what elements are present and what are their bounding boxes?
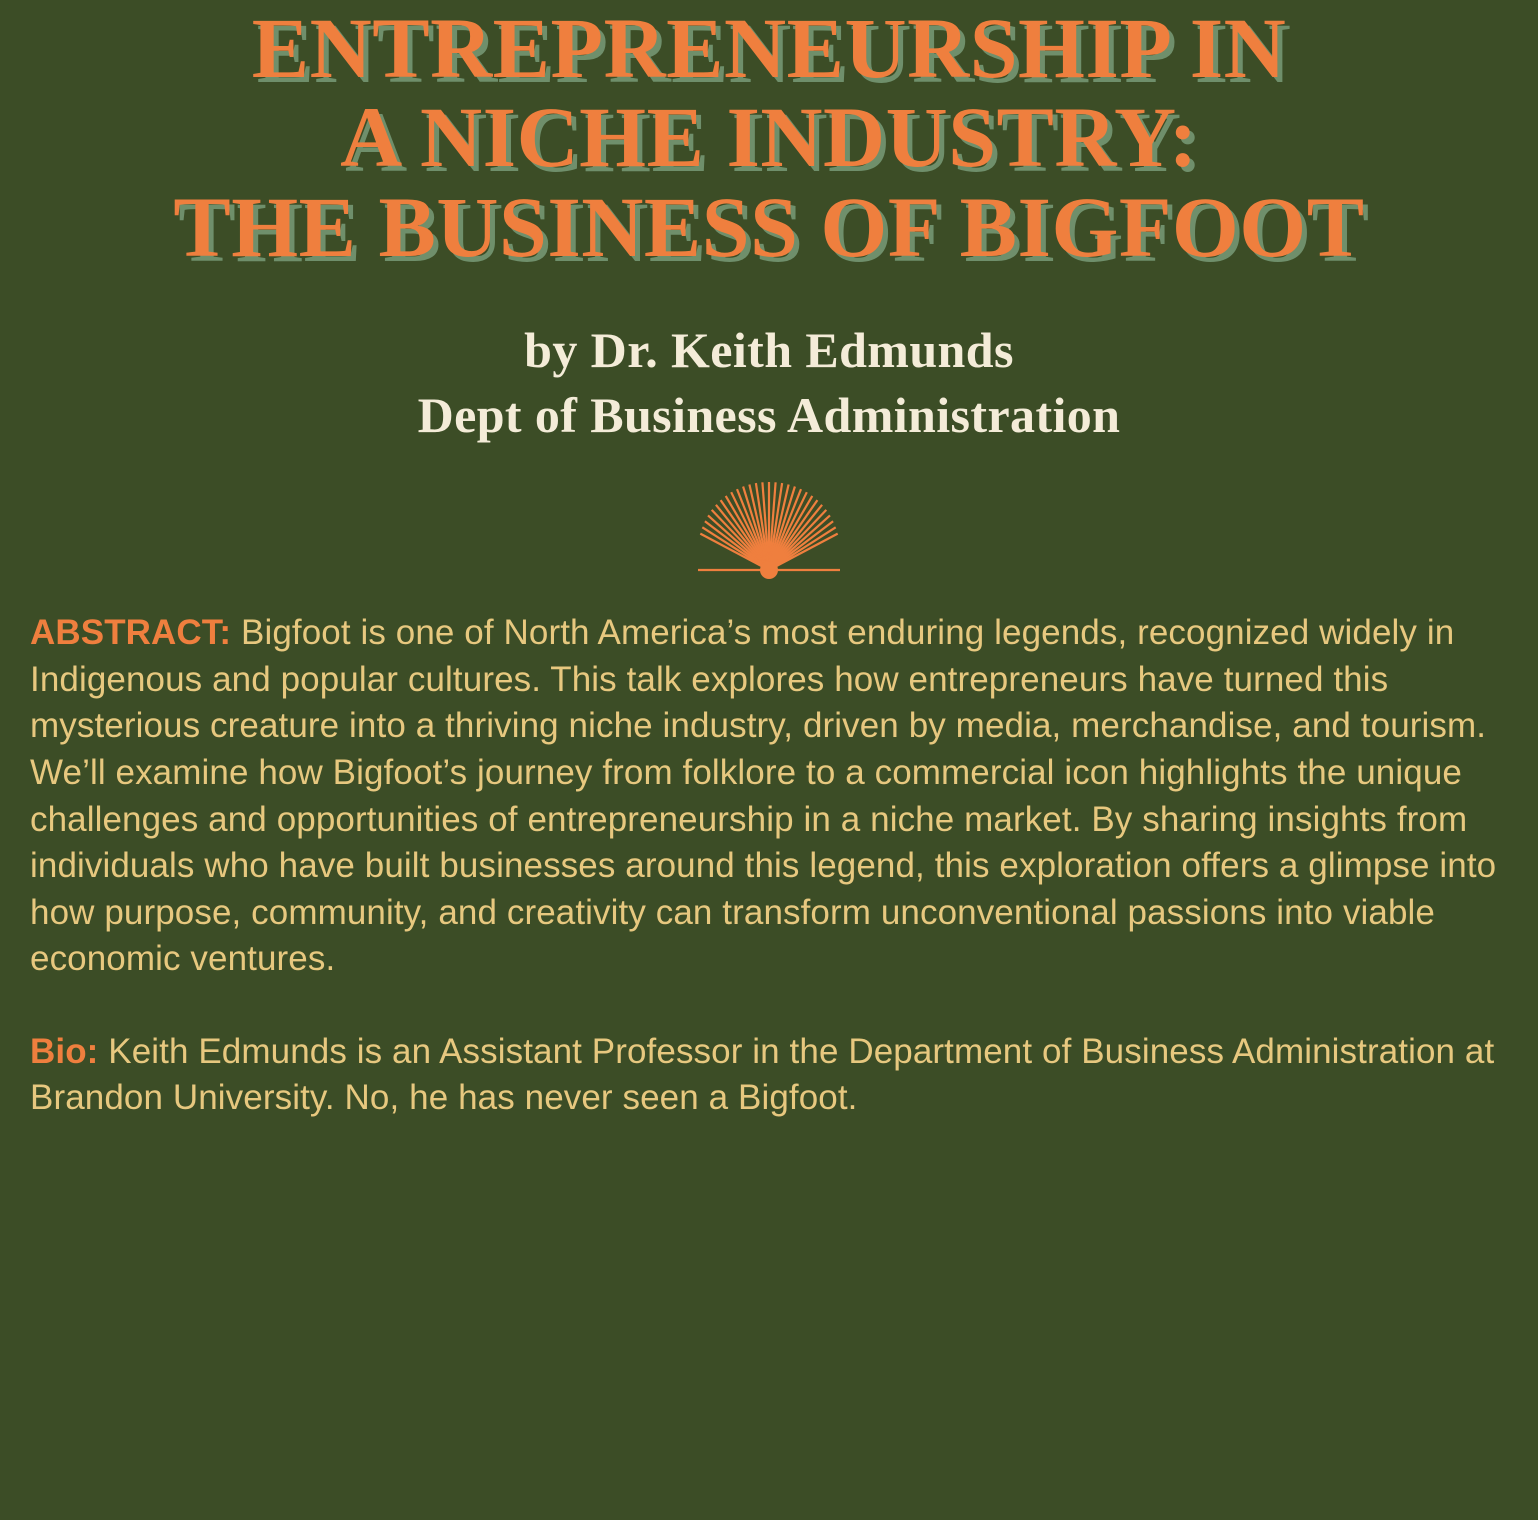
title-line-3: THE BUSINESS OF BIGFOOT [173, 178, 1365, 275]
title-line-1: ENTREPRENEURSHIP IN [251, 0, 1287, 96]
abstract-paragraph [30, 610, 1508, 982]
title-line-2: A NICHE INDUSTRY: [340, 89, 1198, 186]
bio-paragraph [30, 1029, 1508, 1122]
sunburst-icon [654, 474, 884, 584]
bio-text: Keith Edmunds is an Assistant Professor in the Department of Business Administration at Brandon University. No, he has never seen a Bigfoot. [30, 1031, 1495, 1118]
abstract-text: Bigfoot is one of North America’s most enduring legends, recognized widely in Indigenous and popular cultures. This talk explores how entrepreneurs have turned this mysterious creature into a thriving niche industry, driven by media, merchandise, and tourism. We’ll examine how Bigfoot’s journey from folklore to a commercial icon highlights the unique challenges and opportunities of entrepreneurship in a niche market. By sharing insights from individuals who have built businesses around this legend, this exploration offers a glimpse into how purpose, community, and creativity can transform unconventional passions into viable economic ventures. [30, 613, 1497, 979]
author-name: by Dr. Keith Edmunds [524, 322, 1014, 379]
ornament-container [0, 474, 1538, 584]
abstract-label: ABSTRACT: [30, 613, 232, 653]
author-department: Dept of Business Administration [417, 387, 1121, 444]
body-block [0, 610, 1538, 1121]
title-block [0, 0, 1538, 275]
bio-label: Bio: [30, 1031, 99, 1071]
sun-center [760, 561, 778, 579]
byline-block [0, 318, 1538, 448]
